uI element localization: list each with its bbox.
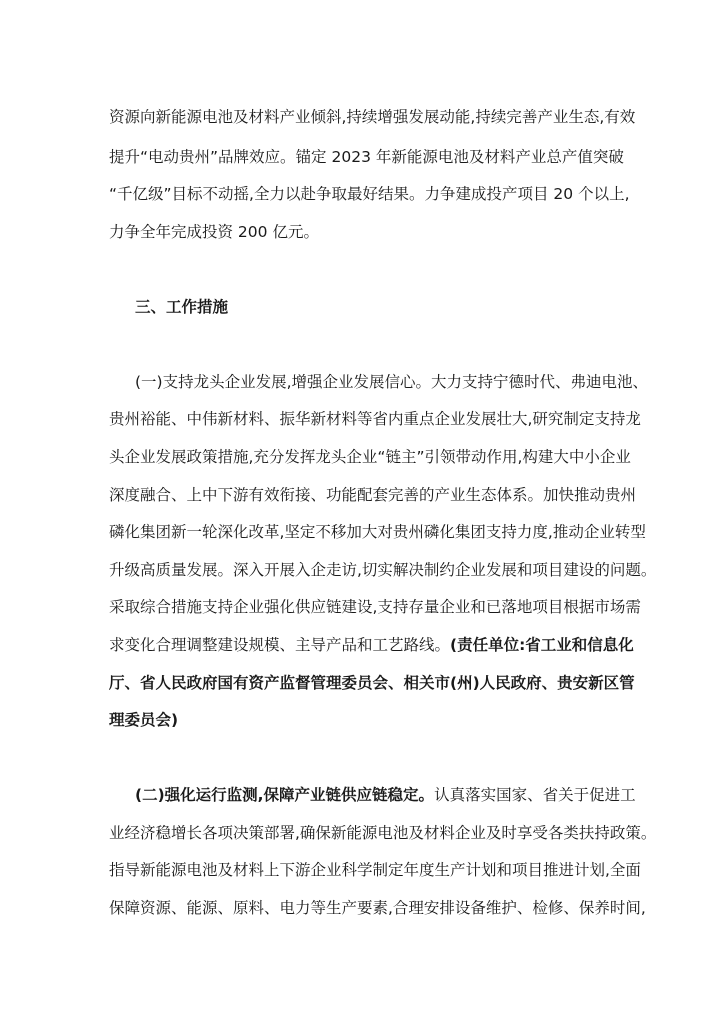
paragraph-line: 深度融合、上中下游有效衔接、功能配套完善的产业生态体系。加快推动贵州 <box>109 486 637 504</box>
measure-title: (二)强化运行监测,保障产业链供应链稳定。 <box>135 786 435 804</box>
paragraph-line: 升级高质量发展。深入开展入企走访,切实解决制约企业发展和项目建设的问题。 <box>109 561 657 579</box>
paragraph-line: (一)支持龙头企业发展,增强企业发展信心。大力支持宁德时代、弗迪电池、 <box>135 373 649 391</box>
paragraph-line: 指导新能源电池及材料上下游企业科学制定年度生产计划和项目推进计划,全面 <box>109 861 641 879</box>
paragraph-line: 头企业发展政策措施,充分发挥龙头企业“链主”引领带动作用,构建大中小企业 <box>109 448 631 466</box>
paragraph-line: “千亿级”目标不动摇,全力以赴争取最好结果。力争建成投产项目 20 个以上, <box>109 185 630 203</box>
paragraph-line: 力争全年完成投资 200 亿元。 <box>109 223 319 241</box>
paragraph-line <box>135 784 636 806</box>
paragraph-line <box>109 634 634 656</box>
responsibility-line: 厅、省人民政府国有资产监督管理委员会、相关市(州)人民政府、贵安新区管 <box>109 674 635 692</box>
paragraph-line: 采取综合措施支持企业强化供应链建设,支持存量企业和已落地项目根据市场需 <box>109 598 641 616</box>
paragraph-line: 资源向新能源电池及材料产业倾斜,持续增强发展动能,持续完善产业生态,有效 <box>109 108 636 126</box>
paragraph-text: 认真落实国家、省关于促进工 <box>434 786 636 804</box>
paragraph-line: 贵州裕能、中伟新材料、振华新材料等省内重点企业发展壮大,研究制定支持龙 <box>109 410 641 428</box>
responsibility-text: (责任单位:省工业和信息化 <box>450 636 634 654</box>
paragraph-line: 提升“电动贵州”品牌效应。锚定 2023 年新能源电池及材料产业总产值突破 <box>109 148 624 166</box>
responsibility-line: 理委员会) <box>109 711 179 729</box>
paragraph-line: 保障资源、能源、原料、电力等生产要素,合理安排设备维护、检修、保养时间, <box>109 899 646 917</box>
paragraph-line: 业经济稳增长各项决策部署,确保新能源电池及材料企业及时享受各类扶持政策。 <box>109 824 657 842</box>
paragraph-line: 磷化集团新一轮深化改革,坚定不移加大对贵州磷化集团支持力度,推动企业转型 <box>109 523 646 541</box>
section-heading: 三、工作措施 <box>135 298 229 316</box>
paragraph-text: 求变化合理调整建设规模、主导产品和工艺路线。 <box>109 636 451 654</box>
